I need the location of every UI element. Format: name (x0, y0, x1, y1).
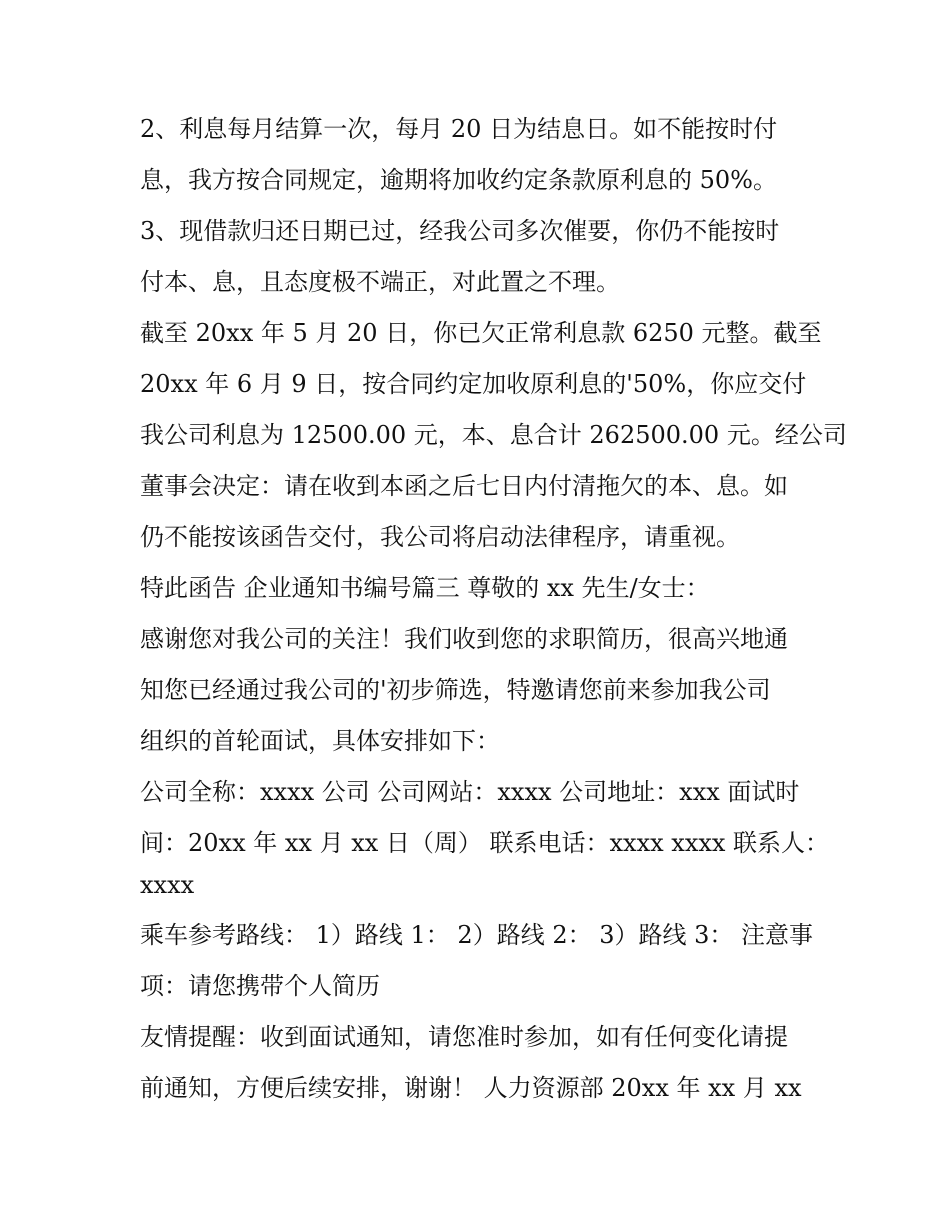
text-line: 20xx 年 6 月 9 日，按合同约定加收原利息的'50%，你应交付 (140, 370, 807, 398)
text-line: 董事会决定：请在收到本函之后七日内付清拖欠的本、息。如 (140, 472, 788, 500)
text-line: 项：请您携带个人简历 (140, 972, 380, 1000)
text-line: 乘车参考路线： 1）路线 1： 2）路线 2： 3）路线 3： 注意事 (140, 921, 814, 949)
text-line: 截至 20xx 年 5 月 20 日，你已欠正常利息款 6250 元整。截至 (140, 319, 822, 347)
text-line: 知您已经通过我公司的'初步筛选，特邀请您前来参加我公司 (140, 676, 771, 704)
text-line: 特此函告 企业通知书编号篇三 尊敬的 xx 先生/女士： (140, 574, 710, 602)
text-line: 感谢您对我公司的关注！我们收到您的求职简历，很高兴地通 (140, 625, 788, 653)
text-line: 付本、息，且态度极不端正，对此置之不理。 (140, 268, 620, 296)
text-line: 2、利息每月结算一次，每月 20 日为结息日。如不能按时付 (140, 115, 778, 143)
text-line: 我公司利息为 12500.00 元，本、息合计 262500.00 元。经公司 (140, 421, 847, 449)
text-line: 组织的首轮面试，具体安排如下： (140, 727, 500, 755)
text-line: 息，我方按合同规定，逾期将加收约定条款原利息的 50%。 (140, 166, 777, 194)
text-line: 间：20xx 年 xx 月 xx 日（周） 联系电话：xxxx xxxx 联系人： (140, 829, 830, 857)
text-line: 公司全称：xxxx 公司 公司网站：xxxx 公司地址：xxx 面试时 (140, 778, 800, 806)
text-line: 前通知，方便后续安排，谢谢！ 人力资源部 20xx 年 xx 月 xx (140, 1074, 802, 1102)
text-line: 友情提醒：收到面试通知，请您准时参加，如有任何变化请提 (140, 1023, 788, 1051)
text-line: 仍不能按该函告交付，我公司将启动法律程序，请重视。 (140, 523, 740, 551)
text-line: 3、现借款归还日期已过，经我公司多次催要，你仍不能按时 (140, 217, 780, 245)
text-line: xxxx (140, 871, 195, 899)
